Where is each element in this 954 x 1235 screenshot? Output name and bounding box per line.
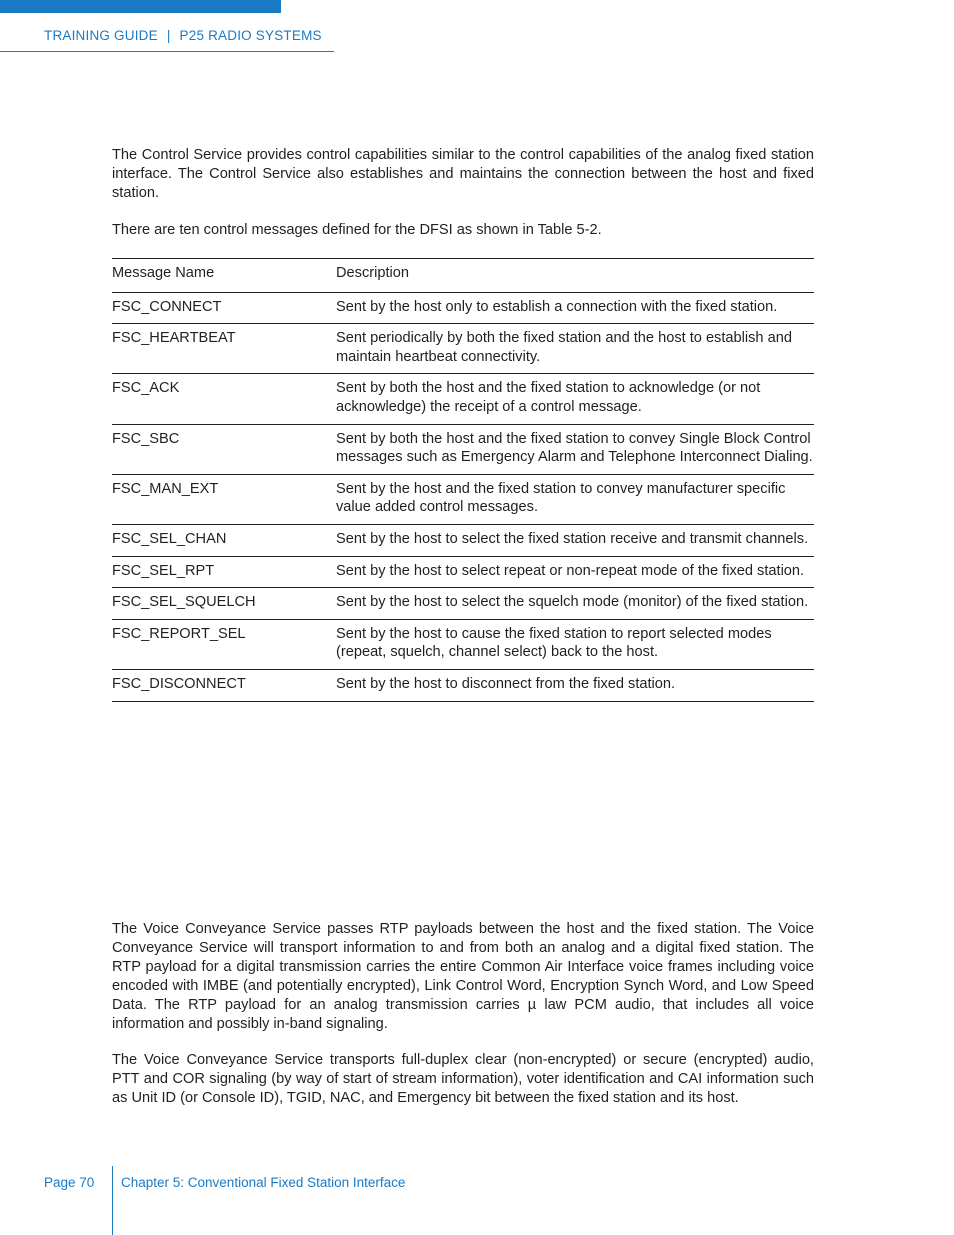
table-row	[112, 424, 814, 474]
message-description-cell: Sent by the host to select repeat or non-repeat mode of the fixed station.	[336, 556, 814, 588]
column-header-message-name: Message Name	[112, 259, 336, 293]
table-row	[112, 324, 814, 374]
header-system-title: P25 RADIO SYSTEMS	[179, 28, 322, 43]
message-description-cell: Sent by the host to cause the fixed station to report selected modes (repeat, squelch, channel select) back to the host.	[336, 619, 814, 669]
message-description-cell: Sent by both the host and the fixed station to convey Single Block Control messages such as Emergency Alarm and Telephone Interconnect Dialing.	[336, 424, 814, 474]
message-description-cell: Sent periodically by both the fixed station and the host to establish and maintain heartbeat connectivity.	[336, 324, 814, 374]
table-row	[112, 524, 814, 556]
message-name-cell: FSC_MAN_EXT	[112, 474, 336, 524]
table-row	[112, 474, 814, 524]
header-rule	[0, 51, 334, 52]
table-row	[112, 374, 814, 424]
table-row	[112, 588, 814, 620]
message-description-cell: Sent by the host to disconnect from the fixed station.	[336, 669, 814, 701]
message-name-cell: FSC_REPORT_SEL	[112, 619, 336, 669]
message-description-cell: Sent by the host to select the squelch mode (monitor) of the fixed station.	[336, 588, 814, 620]
message-name-cell: FSC_ACK	[112, 374, 336, 424]
table-row	[112, 619, 814, 669]
message-description-cell: Sent by both the host and the fixed station to acknowledge (or not acknowledge) the receipt of a control message.	[336, 374, 814, 424]
voice-conveyance-paragraph-1: The Voice Conveyance Service passes RTP payloads between the host and the fixed station. The Voice Conveyance Service will transport information to and from both an analog and a digital fixed station. The RTP payload for a digital transmission carries the entire Common Air Interface voice frames including voice encoded with IMBE (and potentially encrypted), Link Control Word, Encryption Synch Word, and Low Speed Data. The RTP payload for an analog transmission carries µ law PCM audio, that includes all voice information and possibly in-band signaling.	[112, 921, 814, 1032]
table-header-row	[112, 259, 814, 293]
message-description-cell: Sent by the host only to establish a connection with the fixed station.	[336, 292, 814, 324]
chapter-title: Chapter 5: Conventional Fixed Station Interface	[121, 1175, 406, 1190]
message-description-cell: Sent by the host and the fixed station to convey manufacturer specific value added control messages.	[336, 474, 814, 524]
control-service-paragraph: The Control Service provides control capabilities similar to the control capabilities of the analog fixed station interface. The Control Service also establishes and maintains the connection between the host and fixed station.	[112, 147, 814, 201]
message-description-cell: Sent by the host to select the fixed station receive and transmit channels.	[336, 524, 814, 556]
voice-conveyance-paragraph-2: The Voice Conveyance Service transports full-duplex clear (non-encrypted) or secure (encrypted) audio, PTT and COR signaling (by way of start of stream information), voter identification and CAI information such as Unit ID (or Console ID), TGID, NAC, and Emergency bit between the fixed station and its host.	[112, 1052, 814, 1106]
header-guide-title: TRAINING GUIDE	[44, 28, 158, 43]
message-name-cell: FSC_CONNECT	[112, 292, 336, 324]
message-name-cell: FSC_SEL_RPT	[112, 556, 336, 588]
message-name-cell: FSC_HEARTBEAT	[112, 324, 336, 374]
footer-divider	[112, 1166, 113, 1235]
page-number: Page 70	[44, 1175, 95, 1190]
table-intro-paragraph: There are ten control messages defined for the DFSI as shown in Table 5-2.	[112, 222, 602, 238]
message-name-cell: FSC_SEL_CHAN	[112, 524, 336, 556]
column-header-description: Description	[336, 259, 814, 293]
control-messages-table	[112, 258, 814, 702]
running-header	[44, 28, 322, 43]
message-name-cell: FSC_SEL_SQUELCH	[112, 588, 336, 620]
table-row	[112, 556, 814, 588]
message-name-cell: FSC_SBC	[112, 424, 336, 474]
header-separator: |	[166, 28, 171, 43]
table-row	[112, 292, 814, 324]
header-accent-bar	[0, 0, 281, 13]
table-row	[112, 669, 814, 701]
message-name-cell: FSC_DISCONNECT	[112, 669, 336, 701]
